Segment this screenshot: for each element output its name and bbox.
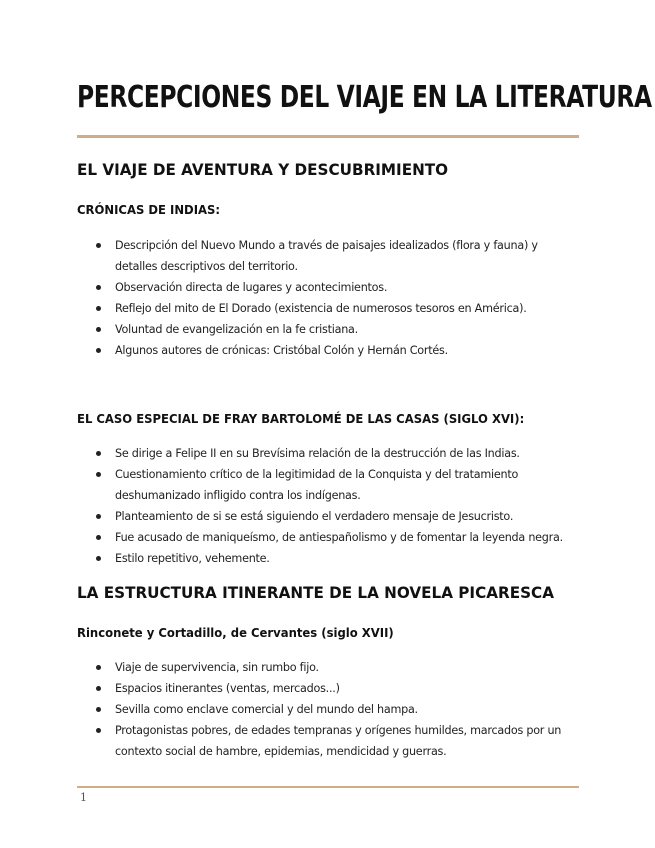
- list-item: Viaje de supervivencia, sin rumbo fijo.: [77, 657, 577, 678]
- list-item: Voluntad de evangelización en la fe cristiana.: [77, 319, 577, 340]
- list-item: Estilo repetitivo, vehemente.: [77, 548, 577, 569]
- bullet-icon: [96, 348, 101, 353]
- bullet-icon: [96, 707, 101, 712]
- rinconete-bullet-list: [77, 657, 577, 762]
- bullet-icon: [96, 451, 101, 456]
- section-heading-viaje-aventura: EL VIAJE DE AVENTURA Y DESCUBRIMIENTO: [77, 160, 449, 179]
- list-item: Espacios itinerantes (ventas, mercados...): [77, 678, 577, 699]
- list-item: Algunos autores de crónicas: Cristóbal Colón y Hernán Cortés.: [77, 340, 577, 361]
- bullet-icon: [96, 556, 101, 561]
- list-item: Protagonistas pobres, de edades tempranas y orígenes humildes, marcados por un contexto social de hambre, epidemias, mendicidad y guerras.: [77, 720, 577, 762]
- list-item: Reflejo del mito de El Dorado (existencia de numerosos tesoros en América).: [77, 298, 577, 319]
- bullet-icon: [96, 472, 101, 477]
- subheading-bartolome-de-las-casas: EL CASO ESPECIAL DE FRAY BARTOLOMÉ DE LAS CASAS (SIGLO XVI):: [77, 411, 525, 426]
- cronicas-bullet-list: [77, 235, 577, 361]
- bullet-icon: [96, 535, 101, 540]
- subheading-rinconete-y-cortadillo: Rinconete y Cortadillo, de Cervantes (siglo XVII): [77, 625, 394, 640]
- title-divider: [77, 135, 579, 138]
- footer-divider: [77, 786, 579, 788]
- subheading-cronicas-de-indias: CRÓNICAS DE INDIAS:: [77, 202, 221, 217]
- bullet-icon: [96, 686, 101, 691]
- document-title: PERCEPCIONES DEL VIAJE EN LA LITERATURA: [77, 80, 652, 115]
- page-number: 1: [80, 791, 87, 804]
- section-heading-novela-picaresca: LA ESTRUCTURA ITINERANTE DE LA NOVELA PICARESCA: [77, 583, 554, 602]
- bullet-icon: [96, 728, 101, 733]
- list-item: Se dirige a Felipe II en su Brevísima relación de la destrucción de las Indias.: [77, 443, 577, 464]
- list-item: Planteamiento de si se está siguiendo el verdadero mensaje de Jesucristo.: [77, 506, 577, 527]
- list-item: Observación directa de lugares y acontecimientos.: [77, 277, 577, 298]
- list-item: Cuestionamiento crítico de la legitimidad de la Conquista y del tratamiento deshumanizado infligido contra los indígenas.: [77, 464, 577, 506]
- list-item: Descripción del Nuevo Mundo a través de paisajes idealizados (flora y fauna) y detalles descriptivos del territorio.: [77, 235, 577, 277]
- bullet-icon: [96, 285, 101, 290]
- bullet-icon: [96, 243, 101, 248]
- las-casas-bullet-list: [77, 443, 577, 569]
- bullet-icon: [96, 665, 101, 670]
- bullet-icon: [96, 306, 101, 311]
- list-item: Fue acusado de maniqueísmo, de antiespañolismo y de fomentar la leyenda negra.: [77, 527, 577, 548]
- list-item: Sevilla como enclave comercial y del mundo del hampa.: [77, 699, 577, 720]
- bullet-icon: [96, 327, 101, 332]
- bullet-icon: [96, 514, 101, 519]
